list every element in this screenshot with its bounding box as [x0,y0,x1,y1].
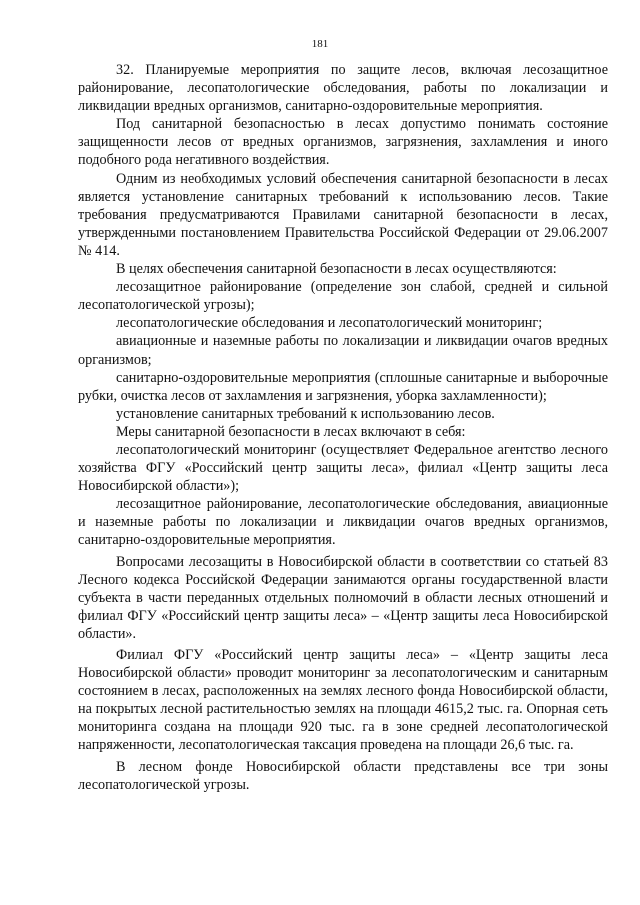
paragraph-section-32-heading: 32. Планируемые мероприятия по защите лесов, включая лесозащитное районирование, лесопатологические обследования, работы по локализации и ликвидации вредных организмов, санитарно-оздоровительные мероприятия. [78,62,608,115]
paragraph-safety-measures-intro: Меры санитарной безопасности в лесах включают в себя: [116,423,466,440]
paragraph-forest-protection-authorities: Вопросами лесозащиты в Новосибирской области в соответствии со статьей 83 Лесного кодекса Российской Федерации занимаются органы государственной власти субъекта в части переданных отдельных полномочий в области лесных отношений и филиал ФГУ «Российский центр защиты леса» – «Центр защиты леса Новосибирской области». [78,553,608,642]
paragraph-list-item-monitoring: лесопатологический мониторинг (осуществляет Федеральное агентство лесного хозяйства ФГУ «Российский центр защиты леса», филиал «Центр защиты леса Новосибирской области»); [78,441,608,495]
paragraph-list-item-aviation-works: авиационные и наземные работы по локализации и ликвидации очагов вредных организмов; [78,333,608,368]
paragraph-measures-intro: В целях обеспечения санитарной безопасности в лесах осуществляются: [116,261,557,278]
page-number: 181 [311,38,329,50]
paragraph-sanitary-requirements: Одним из необходимых условий обеспечения санитарной безопасности в лесах является установление санитарных требований к использованию лесов. Такие требования предусматриваются Правилами санитарной безопасности в лесах, утвержденными постановлением Правительства Российской Федерации от 29.06.2007 № 414. [78,170,608,259]
paragraph-threat-zones: В лесном фонде Новосибирской области представлены все три зоны лесопатологической угрозы. [78,758,608,793]
paragraph-list-item-health-measures: санитарно-оздоровительные мероприятия (сплошные санитарные и выборочные рубки, очистка лесов от захламления и загрязнения, уборка захламленности); [78,369,608,404]
paragraph-sanitary-safety-definition: Под санитарной безопасностью в лесах допустимо понимать состояние защищенности лесов от вредных организмов, загрязнения, захламления и иного подобного рода негативного воздействия. [78,116,608,169]
paragraph-list-item-requirements: установление санитарных требований к использованию лесов. [116,405,495,422]
paragraph-list-item-zoning-and-surveys: лесозащитное районирование, лесопатологические обследования, авиационные и наземные работы по локализации и ликвидации очагов вредных организмов, санитарно-оздоровительные мероприятия. [78,496,608,549]
body-text [78,61,608,794]
paragraph-branch-monitoring: Филиал ФГУ «Российский центр защиты леса» – «Центр защиты леса Новосибирской области» проводит мониторинг за лесопатологическим и санитарным состоянием в лесах, расположенных на землях лесного фонда Новосибирской области, на покрытых лесной растительностью землях на площади 4615,2 тыс. га. Опорная сеть мониторинга создана на площади 920 тыс. га в зоне средней лесопатологической напряженности, лесопатологическая таксация проведена на площади 26,6 тыс. га. [78,647,608,754]
paragraph-list-item-zoning: лесозащитное районирование (определение зон слабой, средней и сильной лесопатологической угрозы); [78,279,608,314]
paragraph-list-item-surveys: лесопатологические обследования и лесопатологический мониторинг; [116,315,543,332]
